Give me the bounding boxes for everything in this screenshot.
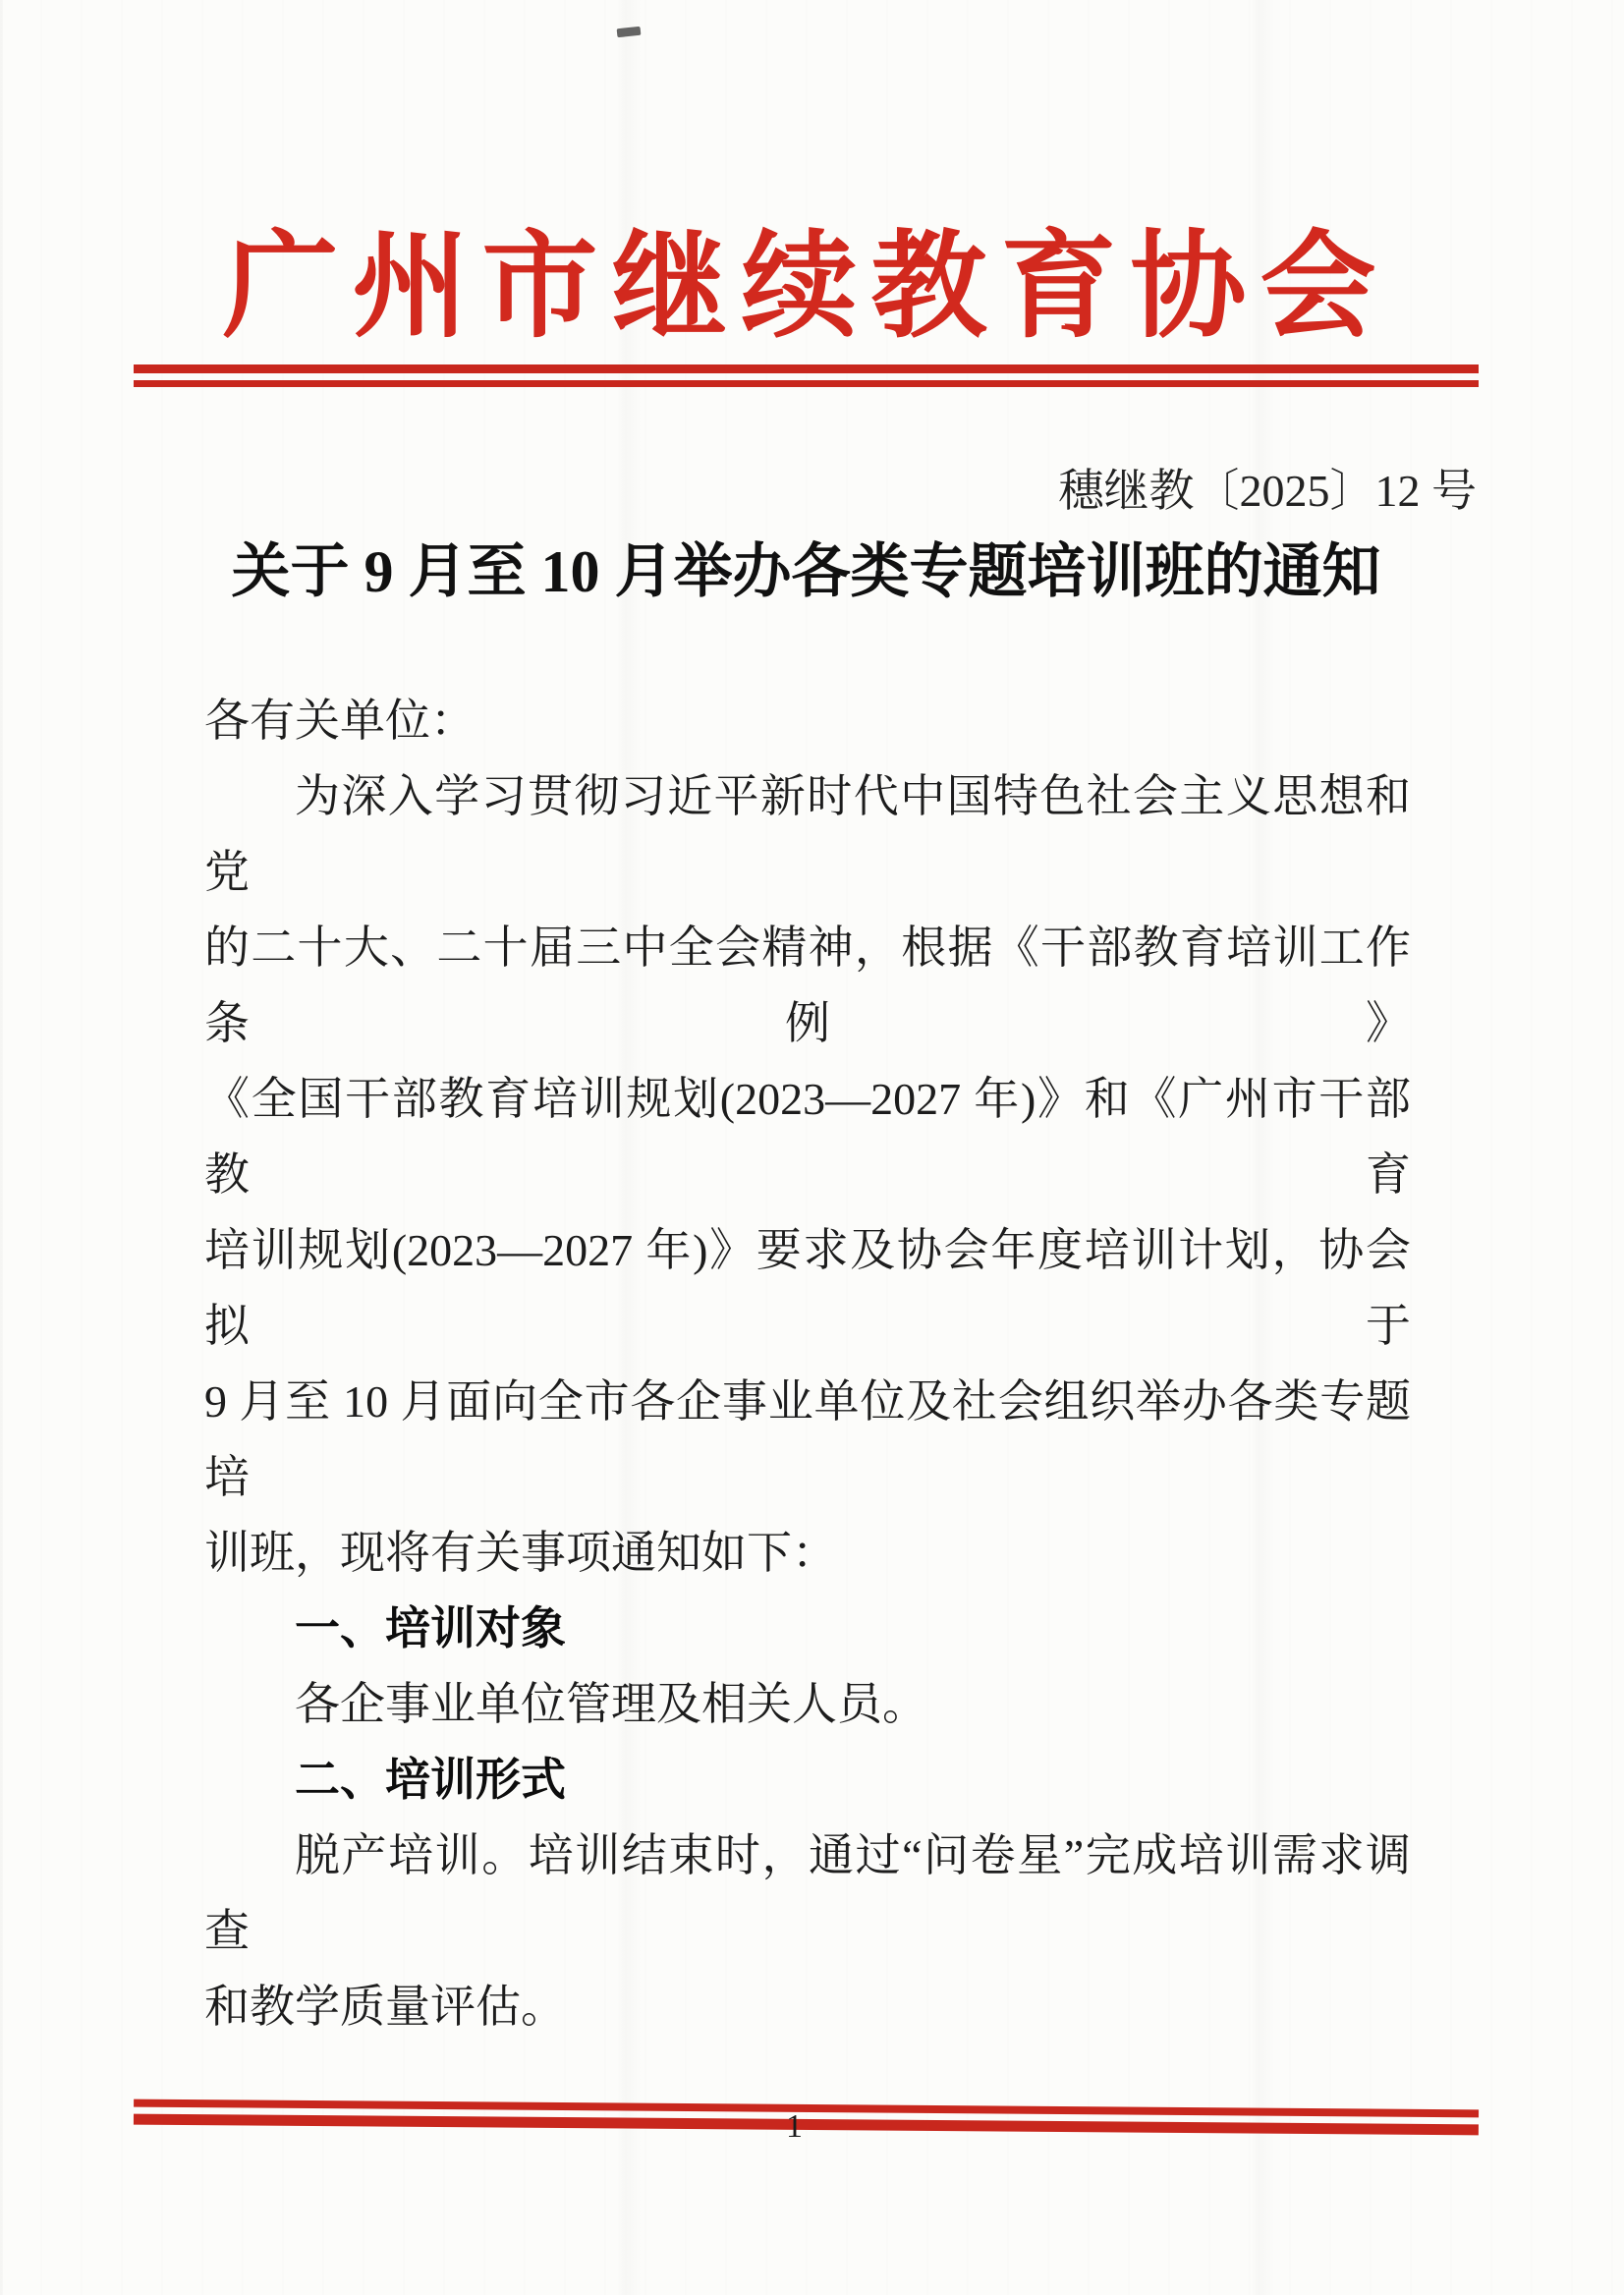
salutation-line: 各有关单位： — [204, 696, 476, 746]
body-line: 的二十大、二十届三中全会精神，根据《干部教育培训工作条例》 — [204, 923, 1411, 1048]
footer-rule-thick — [134, 2114, 1479, 2136]
scan-artifact-mark — [617, 27, 642, 37]
letterhead-org-name: 广州市继续教育协会 — [222, 223, 1390, 352]
body-line: 训班，现将有关事项通知如下： — [204, 1528, 837, 1578]
body-line: 各企事业单位管理及相关人员。 — [295, 1679, 927, 1729]
body-line: 培训规划(2023—2027 年)》要求及协会年度培训计划，协会拟于 — [204, 1225, 1411, 1351]
body-line: 和教学质量评估。 — [204, 1982, 566, 2032]
section-heading-training-target: 一、培训对象 — [295, 1602, 566, 1653]
document-body — [204, 683, 1411, 2044]
letterhead-rule-thin — [134, 380, 1479, 387]
section-heading-training-format: 二、培训形式 — [295, 1754, 566, 1805]
document-number: 穗继教〔2025〕12 号 — [1058, 466, 1477, 516]
document-title: 关于 9 月至 10 月举办各类专题培训班的通知 — [231, 539, 1381, 604]
body-line: 脱产培训。培训结束时，通过“问卷星”完成培训需求调查 — [204, 1830, 1411, 1956]
letterhead-double-rule — [134, 364, 1479, 387]
footer-double-rule — [134, 2099, 1479, 2136]
letterhead-rule-thick — [134, 364, 1479, 373]
page-number: 1 — [786, 2108, 803, 2145]
body-line: 《全国干部教育培训规划(2023—2027 年)》和《广州市干部教育 — [204, 1074, 1411, 1200]
body-line: 9 月至 10 月面向全市各企事业单位及社会组织举办各类专题培 — [204, 1376, 1411, 1502]
body-line: 为深入学习贯彻习近平新时代中国特色社会主义思想和党 — [204, 771, 1411, 897]
